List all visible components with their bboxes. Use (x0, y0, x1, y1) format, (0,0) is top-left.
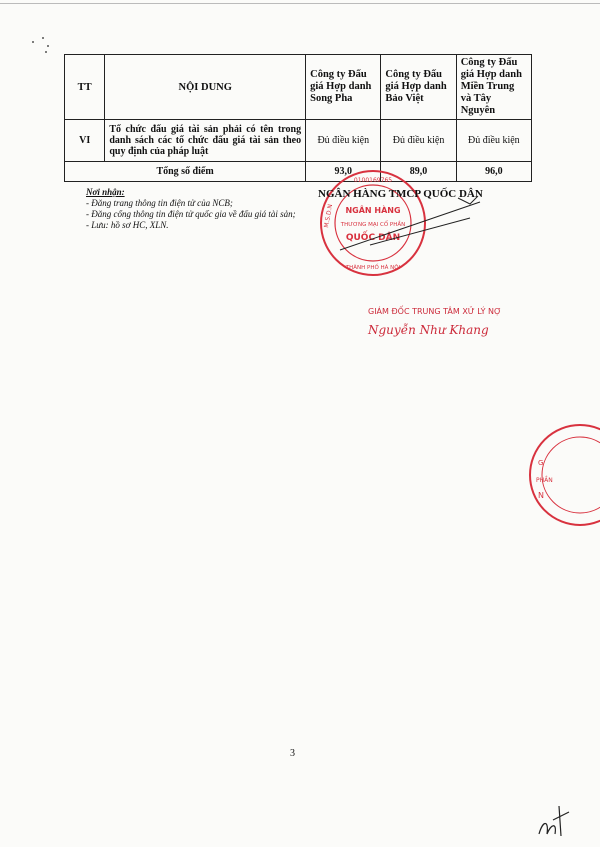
row-content: Tổ chức đấu giá tài sản phải có tên trong danh sách các tổ chức đấu giá tài sản theo quy định của pháp luật (105, 120, 306, 162)
header-content: NỘI DUNG (105, 55, 306, 120)
total-value-2: 89,0 (381, 162, 456, 182)
signer-name: Nguyễn Như Khang (368, 323, 489, 337)
header-company-1: Công ty Đấu giá Hợp danh Song Pha (306, 55, 381, 120)
signature-mark (330, 190, 490, 260)
top-border-line (0, 3, 600, 4)
svg-text:G: G (538, 459, 544, 467)
svg-text:PHẦN: PHẦN (536, 477, 553, 484)
header-company-2: Công ty Đấu giá Hợp danh Bảo Việt (381, 55, 456, 120)
stamp-line3: QUỐC DÂN (345, 233, 401, 243)
recipient-item: - Đăng trang thông tin điện tử của NCB; (86, 198, 233, 208)
bank-name: NGÂN HÀNG TMCP QUỐC DÂN (318, 188, 483, 200)
stamp-line2: THƯƠNG MẠI CỔ PHẦN (340, 222, 406, 228)
header-tt: TT (65, 55, 105, 120)
table-row (65, 120, 532, 162)
row-tt: VI (65, 120, 105, 162)
total-value-3: 96,0 (456, 162, 531, 182)
initial-mark (535, 800, 575, 840)
evaluation-table (64, 54, 532, 182)
signer-title: GIÁM ĐỐC TRUNG TÂM XỬ LÝ NỢ (368, 307, 502, 316)
recipient-item: - Đăng cổng thông tin điện tử quốc gia về đấu giá tài sản; (86, 209, 296, 219)
table-header-row (65, 55, 532, 120)
stamp-code: 0100169765 (353, 177, 393, 184)
scan-artifact-marks (28, 30, 58, 60)
recipient-item: - Lưu: hồ sơ HC, XLN. (86, 220, 169, 230)
total-label: Tổng số điểm (65, 162, 306, 182)
recipients-title: Nơi nhận: (86, 187, 125, 197)
row-value-2: Đủ điều kiện (381, 120, 456, 162)
stamp-bottom: THÀNH PHỐ HÀ NỘI (345, 265, 401, 271)
recipients-block (86, 187, 296, 231)
page-number: 3 (290, 748, 295, 759)
total-row (65, 162, 532, 182)
row-value-3: Đủ điều kiện (456, 120, 531, 162)
stamp-line1: NGÂN HÀNG (345, 206, 401, 215)
row-value-1: Đủ điều kiện (306, 120, 381, 162)
svg-text:N: N (538, 491, 544, 500)
partial-seal-stamp (510, 420, 600, 530)
stamp-ring: M.S.D.N (323, 203, 335, 229)
header-company-3: Công ty Đấu giá Hợp danh Miền Trung và Tây Nguyên (456, 55, 531, 120)
total-value-1: 93,0 (306, 162, 381, 182)
